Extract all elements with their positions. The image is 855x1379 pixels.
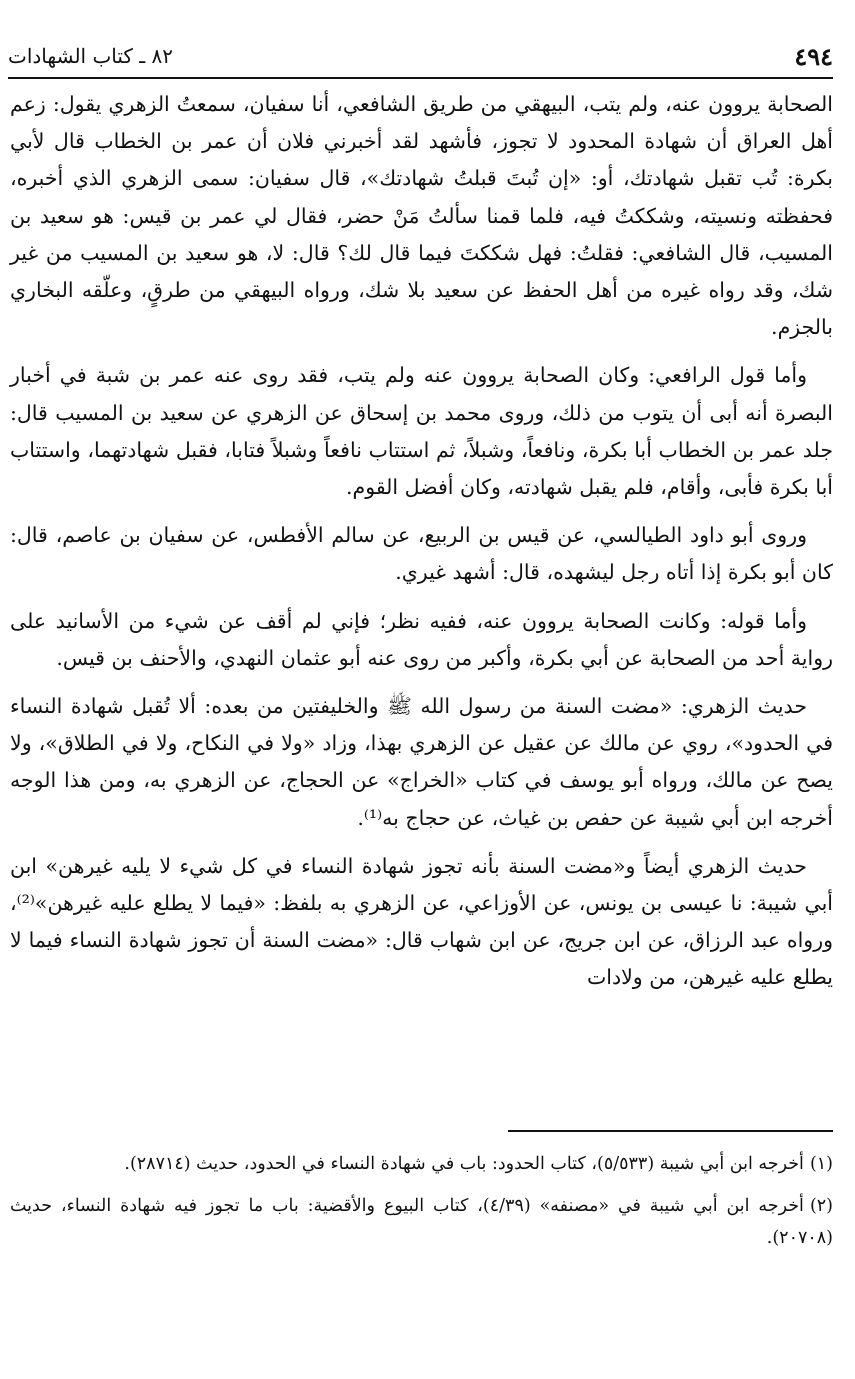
paragraph: حديث الزهري أيضاً و«مضت السنة بأنه تجوز شهادة النساء في كل شيء لا يليه غيرهن» ابن أبي شيبة: نا عيسى بن يونس، عن الأوزاعي، عن الزهري به بلفظ: «فيما لا يطلع عليه غيرهن»⁽²⁾، ورواه عبد الرزاق، عن ابن جريج، عن ابن شهاب قال: «مضت السنة أن تجوز شهادة النساء فيما لا يطلع عليه غيرهن، من ولادات: [10, 853, 833, 990]
paragraph: وأما قوله: وكانت الصحابة يروون عنه، ففيه نظر؛ فإني لم أقف عن شيء من الأسانيد على رواية أحد من الصحابة عن أبي بكرة، وأكبر من روى عنه أبو عثمان النهدي، والأحنف بن قيس.: [10, 608, 833, 670]
paragraph: وأما قول الرافعي: وكان الصحابة يروون عنه ولم يتب، فقد روى عنه عمر بن شبة في أخبار البصرة أنه أبى أن يتوب من ذلك، وروى محمد بن إسحاق عن الزهري عن سعيد بن المسيب قال: جلد عمر بن الخطاب أبا بكرة، ونافعاً، وشبلاً، ثم استتاب نافعاً وشبلاً فتابا، فقبل شهادتهما، واستتاب أبا بكرة فأبى، وأقام، فلم يقبل شهادته، وكان أفضل القوم.: [10, 363, 833, 500]
chapter-title: ٨٢ ـ كتاب الشهادات: [8, 44, 173, 68]
footnote-text: أخرجه ابن أبي شيبة في «مصنفه» (٤/٣٩)، كتاب البيوع والأقضية: باب ما تجوز فيه شهادة النساء، حديث (٢٠٧٠٨).: [10, 1196, 833, 1248]
footnote-number: (١): [809, 1154, 833, 1174]
footnote-divider: [508, 1130, 833, 1132]
footnotes: [10, 1148, 833, 1264]
footnote: [10, 1148, 833, 1180]
footnote-number: (٢): [809, 1196, 833, 1216]
paragraph: حديث الزهري: «مضت السنة من رسول الله ﷺ والخليفتين من بعده: ألا تُقبل شهادة النساء في الحدود»، روي عن مالك عن عقيل عن الزهري بهذا، وزاد «ولا في النكاح، ولا في الطلاق»، ولا يصح عن مالك، ورواه أبو يوسف في كتاب «الخراج» عن الحجاج، عن الزهري به، ومن هذا الوجه أخرجه ابن أبي شيبة عن حفص بن غياث، عن حجاج به⁽¹⁾.: [10, 694, 833, 830]
main-text: [10, 86, 833, 1008]
footnote: [10, 1190, 833, 1254]
page-number: ٤٩٤: [794, 41, 833, 71]
paragraph: الصحابة يروون عنه، ولم يتب، البيهقي من طريق الشافعي، أنا سفيان، سمعتُ الزهري يقول: زعم أهل العراق أن شهادة المحدود لا تجوز، فأشهد لقد أخبرني فلان أن عمر بن الخطاب قال لأبي بكرة: تُب تقبل شهادتك، أو: «إن تُبتَ قبلتُ شهادتك»، قال سفيان: سمى الزهري الذي أخبره، فحفظته ونسيته، وشككتُ فيه، فلما قمنا سألتُ مَنْ حضر، فقال لي عمر بن قيس: هو سعيد بن المسيب، قال الشافعي: فقلتُ: فهل شككتَ فيما قال لك؟ قال: لا، هو سعيد بن المسيب من غير شك، وقد رواه غيره من أهل الحفظ عن سعيد بلا شك، ورواه البيهقي من طرقٍ، وعلّقه البخاري بالجزم.: [10, 92, 833, 340]
header-divider: [8, 77, 833, 79]
page-header: [8, 36, 833, 76]
paragraph: وروى أبو داود الطيالسي، عن قيس بن الربيع، عن سالم الأفطس، عن سفيان بن عاصم، قال: كان أبو بكرة إذا أتاه رجل ليشهده، قال: أشهد غيري.: [10, 523, 833, 585]
footnote-text: أخرجه ابن أبي شيبة (٥/٥٣٣)، كتاب الحدود: باب في شهادة النساء في الحدود، حديث (٢٨٧١٤).: [124, 1154, 804, 1174]
